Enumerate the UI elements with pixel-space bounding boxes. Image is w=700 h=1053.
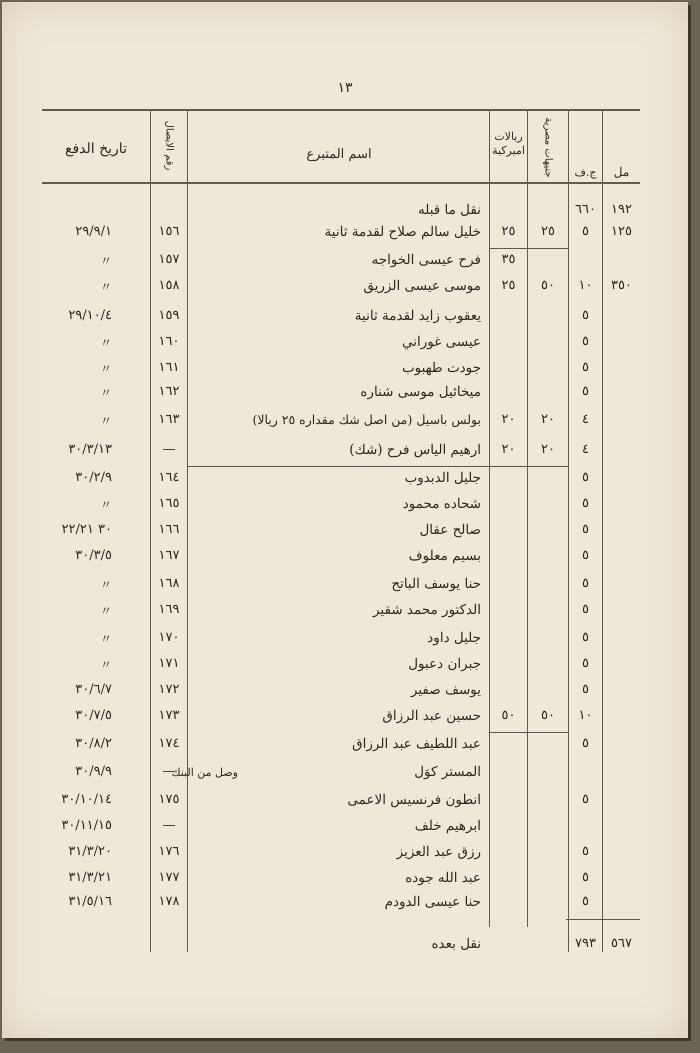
row-name: يوسف صفير (410, 682, 481, 698)
col-rule-receipt (187, 109, 188, 952)
row-date: ٣١/٣/٢٠ (68, 844, 112, 859)
header-egyptian-pounds: جنيهات مصرية (542, 117, 554, 178)
row-receipt: ١٦٤ (158, 470, 180, 485)
row-underline (188, 466, 568, 467)
carried-over-pound: ٧٩٣ (575, 936, 596, 951)
row-pound: ٥ (582, 384, 589, 399)
row-receipt: ١٧٠ (158, 630, 180, 645)
row-date: ٣٠/٧/٥ (75, 708, 112, 723)
usd-underline (490, 248, 568, 249)
row-pound: ٥ (582, 308, 589, 323)
row-receipt: ١٧٢ (158, 682, 180, 697)
row-usd: ٢٠ (501, 412, 516, 427)
row-name: انطون فرنسيس الاعمى (347, 792, 481, 808)
row-name: جبران دعبول (408, 656, 481, 672)
row-date: 〃 (99, 604, 112, 618)
row-receipt: — (162, 818, 176, 833)
row-name: الدكتور محمد شقير (372, 602, 481, 618)
row-receipt: ١٥٨ (158, 278, 180, 293)
row-pound: ١٠ (578, 278, 593, 293)
row-pound: ٥ (582, 736, 589, 751)
row-pound: ٥ (582, 656, 589, 671)
row-pound: ٥ (582, 602, 589, 617)
row-name: فرح عيسى الخواجه (371, 252, 481, 268)
carried-forward-pound: ٦٦٠ (575, 202, 596, 217)
row-pound: ٥ (582, 630, 589, 645)
row-receipt: ١٥٩ (158, 308, 180, 323)
row-date: 〃 (99, 336, 112, 350)
row-usd: ٢٥ (501, 278, 516, 293)
row-name: بولس باسيل (من اصل شك مقداره ٢٥ ريالا) (252, 412, 481, 427)
header-mil: مل (613, 165, 630, 179)
header-payment-date: تاريخ الدفع (65, 141, 127, 157)
row-receipt: ١٦٠ (158, 334, 180, 349)
row-date: 〃 (99, 632, 112, 646)
row-receipt: ١٦٣ (158, 412, 180, 427)
header-pound-piaster: ج.ف (574, 166, 597, 179)
row-receipt: ١٦٨ (158, 576, 180, 591)
row-receipt: ١٥٦ (158, 224, 180, 239)
row-mil: ٣٥٠ (611, 278, 632, 293)
row-name: جليل الدبدوب (404, 470, 481, 486)
row-date: ٣٠/٨/٢ (75, 736, 112, 751)
row-pound: ٥ (582, 522, 589, 537)
row-name: ميخائيل موسى شناره (360, 384, 481, 400)
row-usd: ٣٥ (501, 252, 516, 267)
row-note: وصل من البنك (171, 766, 238, 779)
row-name: خليل سالم صلاح لقدمة ثانية (324, 224, 481, 240)
row-date: ٣٠/٣/٥ (75, 548, 112, 563)
row-name: عبد اللطيف عبد الرزاق (352, 736, 481, 752)
row-pound: ٥ (582, 496, 589, 511)
row-date: ٣٠/٢/٩ (75, 470, 112, 485)
row-name: جليل داود (427, 630, 481, 646)
row-name: بسيم معلوف (408, 548, 481, 564)
row-pound: ١٠ (578, 708, 593, 723)
row-usd: ٢٥ (501, 224, 516, 239)
row-name: حسين عبد الرزاق (382, 708, 481, 724)
row-usd: ٥٠ (501, 708, 516, 723)
row-pound: ٥ (582, 224, 589, 239)
row-pound: ٤ (582, 442, 589, 457)
carried-over-mil: ٥٦٧ (611, 936, 632, 951)
row-underline (490, 732, 568, 733)
row-pound: ٥ (582, 334, 589, 349)
row-egp: ٢٥ (541, 224, 555, 239)
row-pound: ٥ (582, 470, 589, 485)
row-name: صالح عقال (419, 522, 481, 538)
row-egp: ٥٠ (541, 708, 555, 723)
row-name: ارهيم الياس فرح (شك) (349, 442, 481, 458)
row-date: ٣٠/٦/٧ (75, 682, 112, 697)
row-receipt: ١٧٤ (158, 736, 180, 751)
row-receipt: — (162, 442, 176, 457)
row-name: عيسى غوراني (401, 334, 481, 350)
row-name: شحاده محمود (402, 496, 481, 512)
row-egp: ٢٠ (541, 442, 555, 457)
row-pound: ٥ (582, 870, 589, 885)
row-date: ٢٩/١٠/٤ (68, 308, 112, 323)
row-pound: ٥ (582, 576, 589, 591)
row-name: ابرهيم خلف (414, 818, 481, 834)
row-egp: ٢٠ (541, 412, 555, 427)
row-mil: ١٢٥ (611, 224, 632, 239)
row-date: ٣١/٣/٢١ (68, 870, 112, 885)
carried-forward-label: نقل ما قبله (418, 202, 481, 218)
row-receipt: ١٧٦ (158, 844, 180, 859)
header-receipt-number: رقم الايصال (163, 120, 175, 171)
row-receipt: ١٦٦ (158, 522, 180, 537)
row-receipt: ١٦١ (158, 360, 180, 375)
row-usd: ٢٠ (501, 442, 516, 457)
row-name: موسى عيسى الزريق (363, 278, 481, 294)
header-donor-name: اسم المتبرع (306, 147, 372, 162)
row-receipt: ١٧٨ (158, 894, 180, 909)
row-name: يعقوب زايد لقدمة ثانية (354, 308, 481, 324)
row-name: حنا عيسى الدودم (384, 894, 481, 910)
subtotal-rule (566, 919, 640, 920)
row-date: 〃 (99, 254, 112, 268)
row-receipt: ١٧٧ (158, 870, 180, 885)
row-egp: ٥٠ (541, 278, 555, 293)
row-receipt: ١٦٧ (158, 548, 180, 563)
row-receipt: ١٧١ (158, 656, 180, 671)
row-date: ٣٠/٣/١٣ (68, 442, 112, 457)
row-date: 〃 (99, 280, 112, 294)
row-date: ٣٠/١١/١٥ (61, 818, 112, 833)
row-pound: ٥ (582, 894, 589, 909)
row-date: 〃 (99, 386, 112, 400)
row-receipt: ١٧٣ (158, 708, 180, 723)
row-receipt: — (162, 764, 176, 779)
row-date: 〃 (99, 498, 112, 512)
top-rule (42, 109, 640, 111)
row-date: ٣٠/٩/٩ (75, 764, 112, 779)
row-date: 〃 (99, 658, 112, 672)
carried-forward-mil: ١٩٢ (611, 202, 632, 217)
row-name: المستر كوَل (414, 764, 481, 780)
row-date: ٣٠ ٢٢/٢١ (61, 522, 112, 537)
row-name: عبد الله جوده (405, 870, 481, 886)
row-pound: ٤ (582, 412, 589, 427)
row-receipt: ١٦٩ (158, 602, 180, 617)
row-name: حنا يوسف الباتح (391, 576, 481, 592)
row-date: 〃 (99, 362, 112, 376)
row-date: ٢٩/٩/١ (75, 224, 112, 239)
ledger-page (2, 2, 688, 1038)
row-date: 〃 (99, 414, 112, 428)
page-number: ١٣ (337, 80, 353, 96)
carried-over-label: نقل بعده (431, 936, 481, 952)
row-receipt: ١٧٥ (158, 792, 180, 807)
row-pound: ٥ (582, 360, 589, 375)
row-date: ٣١/٥/١٦ (68, 894, 112, 909)
row-pound: ٥ (582, 844, 589, 859)
row-pound: ٥ (582, 682, 589, 697)
row-date: ٣٠/١٠/١٤ (61, 792, 112, 807)
row-date: 〃 (99, 578, 112, 592)
row-name: رزق عبد العزيز (396, 844, 481, 860)
row-pound: ٥ (582, 792, 589, 807)
row-receipt: ١٦٥ (158, 496, 180, 511)
row-receipt: ١٦٢ (158, 384, 180, 399)
row-pound: ٥ (582, 548, 589, 563)
row-name: جودت طهبوب (401, 360, 481, 376)
row-receipt: ١٥٧ (158, 252, 180, 267)
header-american-riyals: ريالات اميركية (492, 130, 525, 157)
